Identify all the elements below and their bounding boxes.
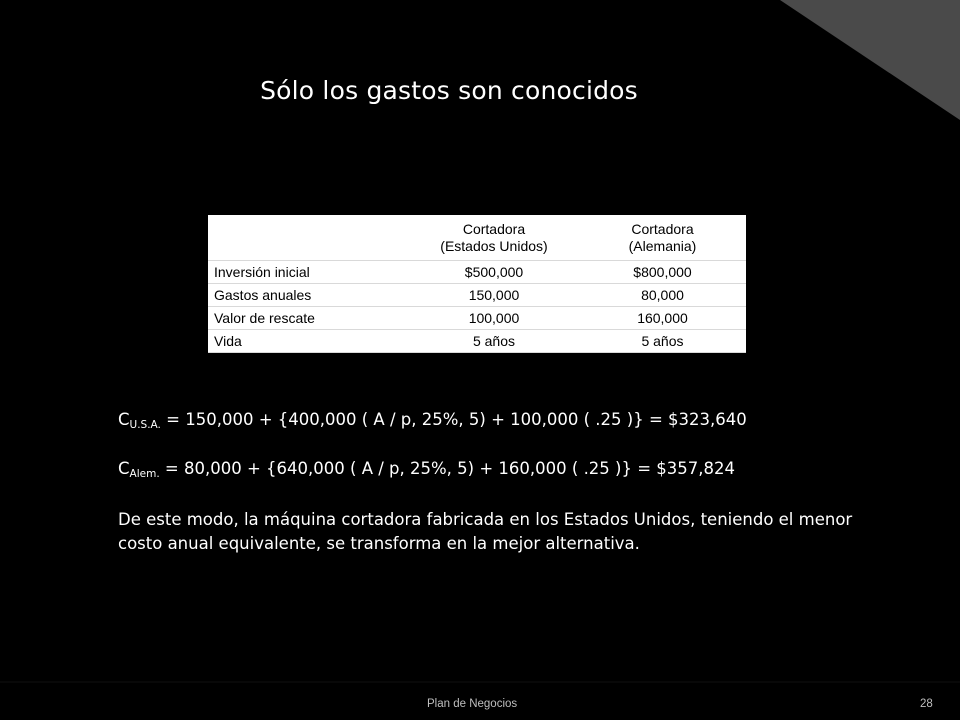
table-header-cell: Cortadora (Estados Unidos) <box>409 215 579 261</box>
footer-title: Plan de Negocios <box>427 698 518 710</box>
equation-usa <box>118 410 747 431</box>
row-value: 5 años <box>409 330 579 353</box>
row-value: 5 años <box>579 330 746 353</box>
table-row <box>208 284 746 307</box>
row-value: 80,000 <box>579 284 746 307</box>
row-label: Valor de rescate <box>208 307 409 330</box>
table-header-cell: Cortadora (Alemania) <box>579 215 746 261</box>
table-header-cell <box>208 215 409 261</box>
row-label: Gastos anuales <box>208 284 409 307</box>
table-row <box>208 330 746 353</box>
table-row <box>208 261 746 284</box>
page-number: 28 <box>920 698 933 710</box>
costs-table <box>208 215 746 353</box>
equation-germany <box>118 459 735 480</box>
equation-subscript: Alem. <box>129 468 160 480</box>
row-value: 160,000 <box>579 307 746 330</box>
row-label: Inversión inicial <box>208 261 409 284</box>
conclusion-text: De este modo, la máquina cortadora fabricada en los Estados Unidos, teniendo el menor costo anual equivalente, se transforma en la mejor alternativa. <box>118 510 853 553</box>
row-value: 100,000 <box>409 307 579 330</box>
row-label: Vida <box>208 330 409 353</box>
equation-subscript: U.S.A. <box>129 419 161 431</box>
equation-expression: = 150,000 + {400,000 ( A / p, 25%, 5) + 100,000 ( .25 )} = $323,640 <box>160 410 747 429</box>
equation-symbol: C <box>118 410 130 429</box>
row-value: 150,000 <box>409 284 579 307</box>
equation-symbol: C <box>118 459 130 478</box>
table-header-row <box>208 215 746 261</box>
row-value: $500,000 <box>409 261 579 284</box>
slide-title: Sólo los gastos son conocidos <box>260 76 638 105</box>
equation-expression: = 80,000 + {640,000 ( A / p, 25%, 5) + 160,000 ( .25 )} = $357,824 <box>159 459 736 478</box>
table-row <box>208 307 746 330</box>
row-value: $800,000 <box>579 261 746 284</box>
